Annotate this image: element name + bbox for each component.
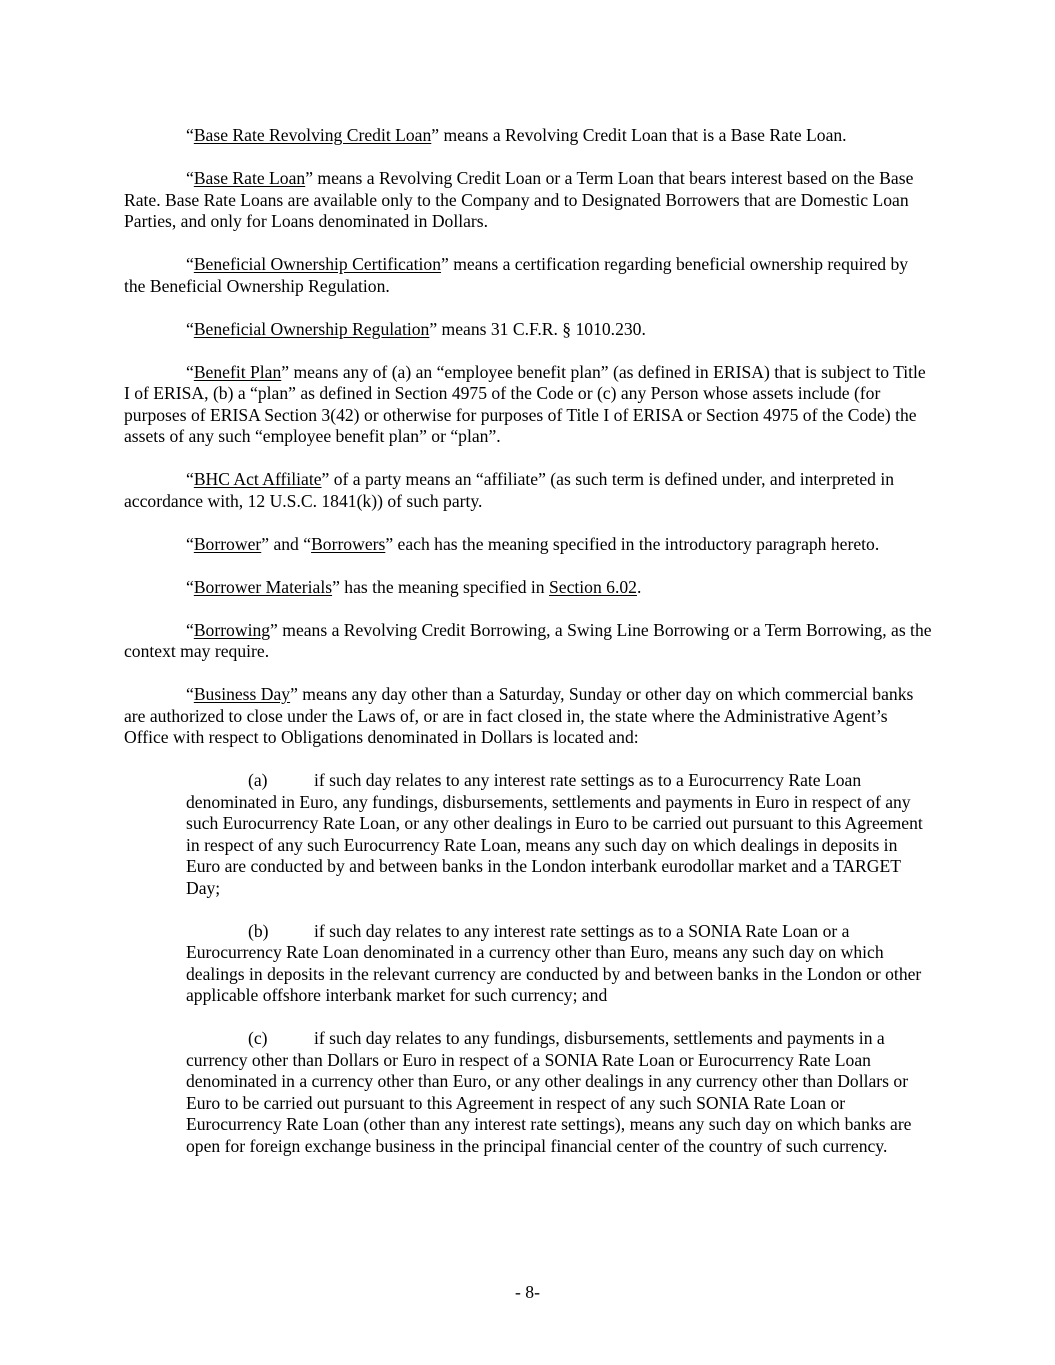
definition-text: “ (186, 619, 194, 640)
definition-paragraph (124, 620, 932, 663)
definition-text: “ (186, 361, 194, 382)
defined-term: Beneficial Ownership Regulation (193, 318, 430, 339)
page-number: - 8- (515, 1282, 540, 1302)
defined-term: Section 6.02 (549, 576, 637, 597)
definition-paragraph (124, 254, 932, 297)
definition-paragraph (124, 168, 932, 233)
definition-paragraph (124, 319, 932, 341)
definition-text: ” means a certification regarding beneficial ownership required by the Beneficial Ownership Regulation. (124, 254, 909, 296)
defined-term: Borrowers (311, 533, 386, 554)
defined-term: Borrowing (193, 619, 271, 640)
sub-clause-label: (b) (248, 920, 269, 941)
defined-term: Borrower Materials (193, 576, 333, 597)
defined-term: Business Day (193, 684, 291, 704)
definition-paragraph (124, 577, 932, 599)
definition-text: . (636, 576, 642, 597)
sub-clause-label: (c) (248, 1028, 268, 1048)
defined-term: BHC Act Affiliate (193, 469, 322, 489)
sub-clause (186, 770, 932, 899)
definition-paragraph (124, 125, 932, 147)
definition-paragraph (124, 684, 932, 749)
sub-clause-text: if such day relates to any interest rate settings as to a SONIA Rate Loan or a Eurocurrency Rate Loan denominated in a currency other than Euro, means any such day on which dealings in deposits in the relevant currency are conducted by and between banks in the London or other applicable offshore interbank market for such currency; and (186, 920, 922, 1005)
defined-term: Base Rate Revolving Credit Loan (193, 125, 432, 145)
definition-text: ” means a Revolving Credit Loan or a Term Loan that bears interest based on the Base Rate. Base Rate Loans are available only to the Company and to Designated Borrowers that are Domestic Loan Parties, and only for Loans denominated in Dollars. (124, 168, 914, 231)
sub-clause-text: if such day relates to any interest rate settings as to a Eurocurrency Rate Loan denominated in Euro, any fundings, disbursements, settlements and payments in Euro in respect of any such Eurocurrency Rate Loan, or any other dealings in Euro to be carried out pursuant to this Agreement in respect of any such Eurocurrency Rate Loan, means any such day on which dealings in deposits in Euro are conducted by and between banks in the London interbank eurodollar market and a TARGET Day; (186, 770, 923, 898)
definition-text: ” means any of (a) an “employee benefit plan” (as defined in ERISA) that is subject to Title I of ERISA, (b) a “plan” as defined in Section 4975 of the Code or (c) any Person whose assets include (for purposes of ERISA Section 3(42) or otherwise for purposes of Title I of ERISA or Section 4975 of the Code) the assets of any such “employee benefit plan” or “plan”. (124, 361, 926, 446)
definition-paragraph (124, 469, 932, 512)
definition-text: ” each has the meaning specified in the introductory paragraph hereto. (385, 533, 880, 554)
sub-clause-text: if such day relates to any fundings, disbursements, settlements and payments in a currency other than Dollars or Euro in respect of a SONIA Rate Loan or Eurocurrency Rate Loan denominated in a currency other than Euro, or any other dealings in any currency other than Dollars or Euro to be carried out pursuant to this Agreement in respect of any such SONIA Rate Loan or Eurocurrency Rate Loan (other than any interest rate settings), means any such day on which banks are open for foreign exchange business in the principal financial center of the country of such currency. (186, 1028, 912, 1156)
defined-term: Base Rate Loan (193, 168, 306, 188)
definition-text: “ (186, 254, 194, 274)
definition-paragraph (124, 534, 932, 556)
definition-paragraph (124, 362, 932, 448)
defined-term: Beneficial Ownership Certification (193, 254, 442, 274)
definition-text: ” has the meaning specified in (332, 576, 549, 597)
sub-clause-label: (a) (248, 770, 268, 790)
sub-clause (186, 921, 932, 1007)
definition-text: ” of a party means an “affiliate” (as such term is defined under, and interpreted in accordance with, 12 U.S.C. 1841(k)) of such party. (124, 469, 895, 511)
definition-text: ” and “ (261, 533, 312, 554)
definition-text: “ (186, 576, 194, 597)
defined-term: Borrower (193, 533, 262, 554)
definition-text: ” means 31 C.F.R. § 1010.230. (429, 318, 646, 339)
definition-text: “ (186, 533, 194, 554)
definition-text: ” means a Revolving Credit Loan that is a Base Rate Loan. (431, 125, 847, 145)
definition-text: ” means any day other than a Saturday, Sunday or other day on which commercial banks are authorized to close under the Laws of, or are in fact closed in, the state where the Administrative Agent’s Office with respect to Obligations denominated in Dollars is located and: (124, 684, 914, 747)
definition-text: “ (186, 318, 194, 339)
defined-term: Benefit Plan (193, 361, 282, 382)
definition-text: ” means a Revolving Credit Borrowing, a Swing Line Borrowing or a Term Borrowing, as the context may require. (124, 619, 932, 661)
sub-clause (186, 1028, 932, 1157)
document-body (124, 125, 932, 1179)
definition-text: “ (186, 469, 194, 489)
definition-text: “ (186, 125, 194, 145)
definition-text: “ (186, 168, 194, 188)
definition-text: “ (186, 684, 194, 704)
